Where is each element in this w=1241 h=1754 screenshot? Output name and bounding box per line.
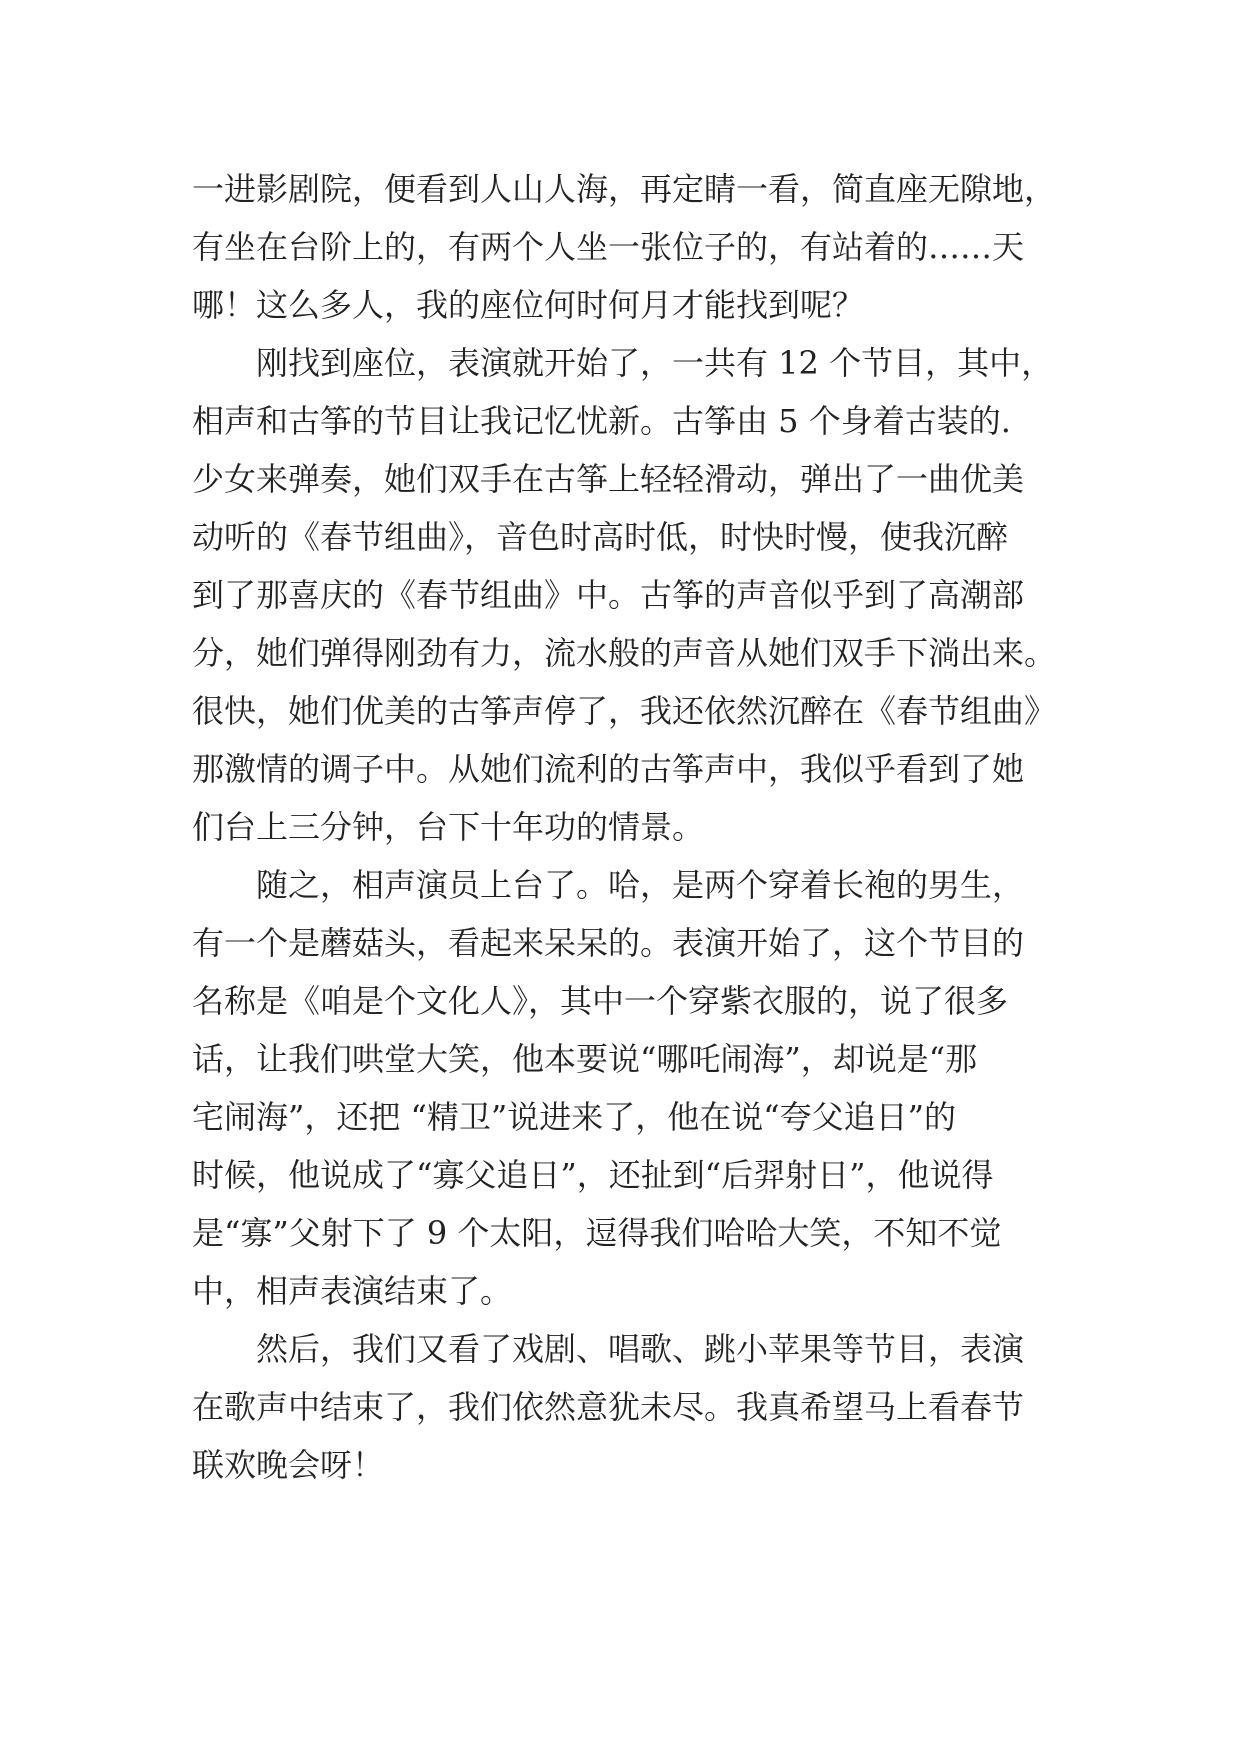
paragraph-first-line: 随之，相声演员上台了。哈，是两个穿着长袍的男生，: [256, 866, 1025, 904]
text-line: 有一个是蘑菇头，看起来呆呆的。表演开始了，这个节目的: [192, 924, 1025, 962]
paragraph-first-line: 然后，我们又看了戏剧、唱歌、跳小苹果等节目，表演: [256, 1330, 1025, 1368]
text-line: 时候，他说成了“寡父追日”，还扯到“后羿射日”，他说得: [192, 1156, 994, 1194]
text-line: 是“寡”父射下了 9 个太阳，逗得我们哈哈大笑，不知不觉: [192, 1214, 1002, 1252]
text-line: 很快，她们优美的古筝声停了，我还依然沉醉在《春节组曲》: [192, 692, 1057, 730]
text-line: 联欢晚会呀！: [192, 1446, 385, 1484]
text-line: 哪！这么多人，我的座位何时何月才能找到呢？: [192, 286, 865, 324]
paragraph-first-line: 刚找到座位，表演就开始了，一共有 12 个节目，其中，: [256, 344, 1054, 382]
text-line: 名称是《咱是个文化人》，其中一个穿紫衣服的，说了很多: [192, 982, 1009, 1020]
text-line: 动听的《春节组曲》，音色时高时低，时快时慢，使我沉醉: [192, 518, 1009, 556]
text-line: 中，相声表演结束了。: [192, 1272, 513, 1310]
text-line: 宅闹海”，还把 “精卫”说进来了，他在说“夸父追日”的: [192, 1098, 956, 1136]
text-line: 在歌声中结束了，我们依然意犹未尽。我真希望马上看春节: [192, 1388, 1025, 1426]
text-line: 有坐在台阶上的，有两个人坐一张位子的，有站着的……天: [192, 228, 1025, 266]
text-line: 那激情的调子中。从她们流利的古筝声中，我似乎看到了她: [192, 750, 1025, 788]
text-line: 相声和古筝的节目让我记忆忧新。古筝由 5 个身着古装的.: [192, 402, 1011, 440]
text-line: 一进影剧院，便看到人山人海，再定睛一看，简直座无隙地，: [192, 170, 1057, 208]
text-line: 话，让我们哄堂大笑，他本要说“哪吒闹海”，却说是“那: [192, 1040, 978, 1078]
text-line: 到了那喜庆的《春节组曲》中。古筝的声音似乎到了高潮部: [192, 576, 1025, 614]
text-line: 少女来弹奏，她们双手在古筝上轻轻滑动，弹出了一曲优美: [192, 460, 1025, 498]
text-line: 分，她们弹得刚劲有力，流水般的声音从她们双手下淌出来。: [192, 634, 1057, 672]
text-line: 们台上三分钟，台下十年功的情景。: [192, 808, 705, 846]
essay-body: [192, 160, 1057, 1494]
